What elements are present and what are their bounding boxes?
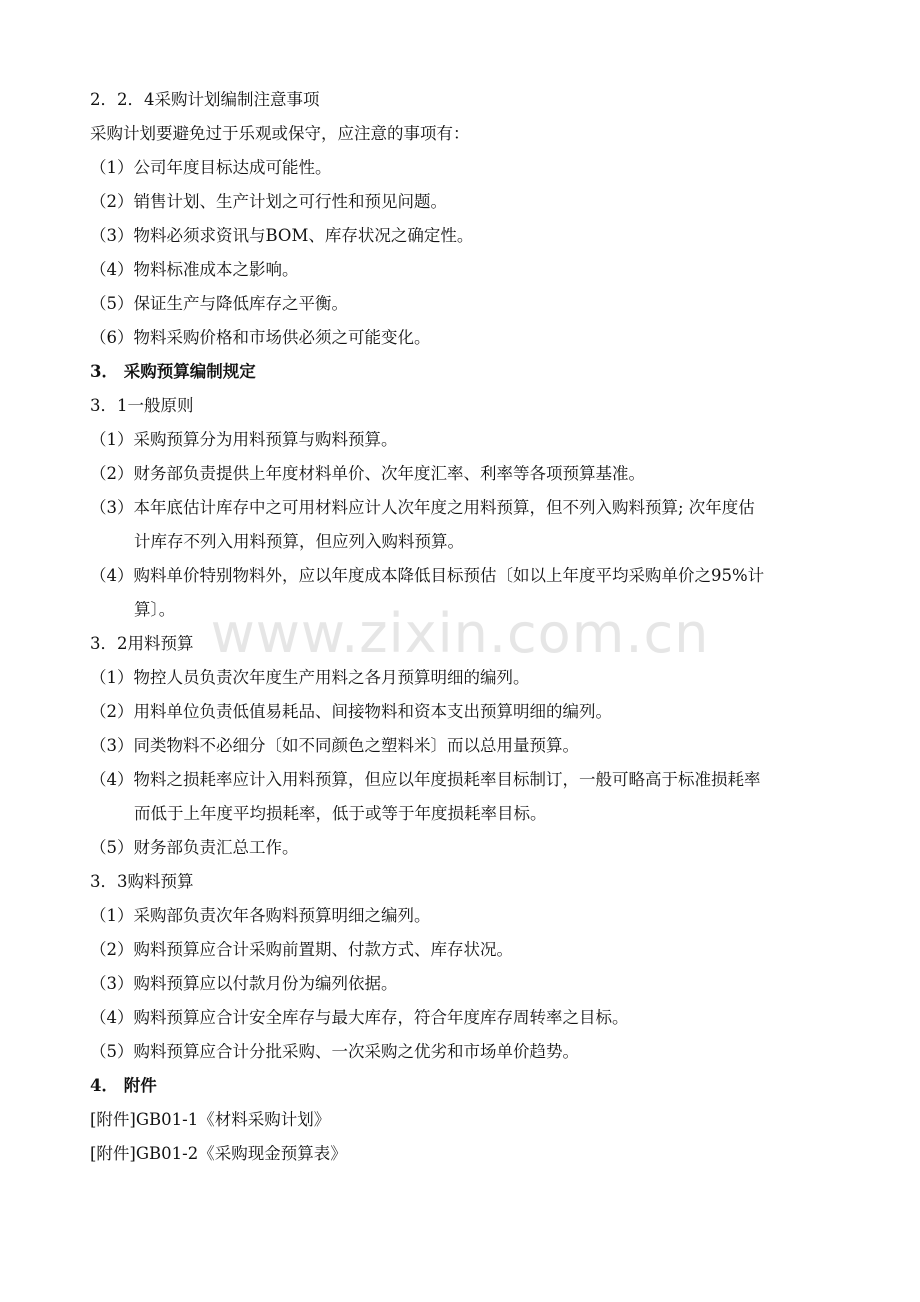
- watermark: www.zixin.com.cn: [210, 602, 710, 665]
- list-item: （1）采购预算分为用料预算与购料预算。: [90, 430, 398, 449]
- list-item: （2）财务部负责提供上年度材料单价、次年度汇率、利率等各项预算基准。: [90, 464, 645, 483]
- list-item: （4）物料之损耗率应计入用料预算，但应以年度损耗率目标制订，一般可略高于标准损耗率: [90, 770, 761, 789]
- list-item: （2）购料预算应合计采购前置期、付款方式、库存状况。: [90, 940, 513, 959]
- list-item: （5）保证生产与降低库存之平衡。: [90, 294, 348, 313]
- list-item: （3）同类物料不必细分〔如不同颜色之塑料米〕而以总用量预算。: [90, 736, 579, 755]
- list-item: （1）物控人员负责次年度生产用料之各月预算明细的编列。: [90, 668, 530, 687]
- list-item: （3）物料必须求资讯与BOM、库存状况之确定性。: [90, 226, 474, 245]
- list-item: （5）财务部负责汇总工作。: [90, 838, 299, 857]
- list-item: （1）公司年度目标达成可能性。: [90, 158, 332, 177]
- list-item: （4）购料单价特别物料外，应以年度成本降低目标预估〔如以上年度平均采购单价之95%计: [90, 566, 765, 585]
- list-item: （2）销售计划、生产计划之可行性和预见问题。: [90, 192, 447, 211]
- list-item: （6）物料采购价格和市场供必须之可能变化。: [90, 328, 431, 347]
- list-item-continuation: 计库存不列入用料预算，但应列入购料预算。: [134, 532, 464, 551]
- section-heading-2-2-4: 2．2．4采购计划编制注意事项: [90, 90, 320, 109]
- intro-paragraph: 采购计划要避免过于乐观或保守，应注意的事项有：: [90, 124, 470, 143]
- list-item: （3）购料预算应以付款月份为编列依据。: [90, 974, 398, 993]
- subsection-heading-3-1: 3．1一般原则: [90, 396, 194, 415]
- attachment-line: [附件]GB01-2《采购现金预算表》: [90, 1144, 347, 1163]
- list-item: （1）采购部负责次年各购料预算明细之编列。: [90, 906, 431, 925]
- list-item: （4）购料预算应合计安全库存与最大库存，符合年度库存周转率之目标。: [90, 1008, 629, 1027]
- list-item: （5）购料预算应合计分批采购、一次采购之优劣和市场单价趋势。: [90, 1042, 579, 1061]
- list-item-continuation: 而低于上年度平均损耗率，低于或等于年度损耗率目标。: [134, 804, 547, 823]
- subsection-heading-3-3: 3．3购料预算: [90, 872, 194, 891]
- list-item: （4）物料标准成本之影响。: [90, 260, 299, 279]
- list-item-continuation: 算〕。: [134, 600, 176, 619]
- attachment-line: [附件]GB01-1《材料采购计划》: [90, 1110, 331, 1129]
- section-heading-3: 3． 采购预算编制规定: [90, 362, 256, 381]
- subsection-heading-3-2: 3．2用料预算: [90, 634, 194, 653]
- list-item: （2）用料单位负责低值易耗品、间接物料和资本支出预算明细的编列。: [90, 702, 612, 721]
- list-item: （3）本年底估计库存中之可用材料应计人次年度之用料预算，但不列入购料预算; 次年度估: [90, 498, 755, 517]
- section-heading-4: 4． 附件: [90, 1076, 157, 1095]
